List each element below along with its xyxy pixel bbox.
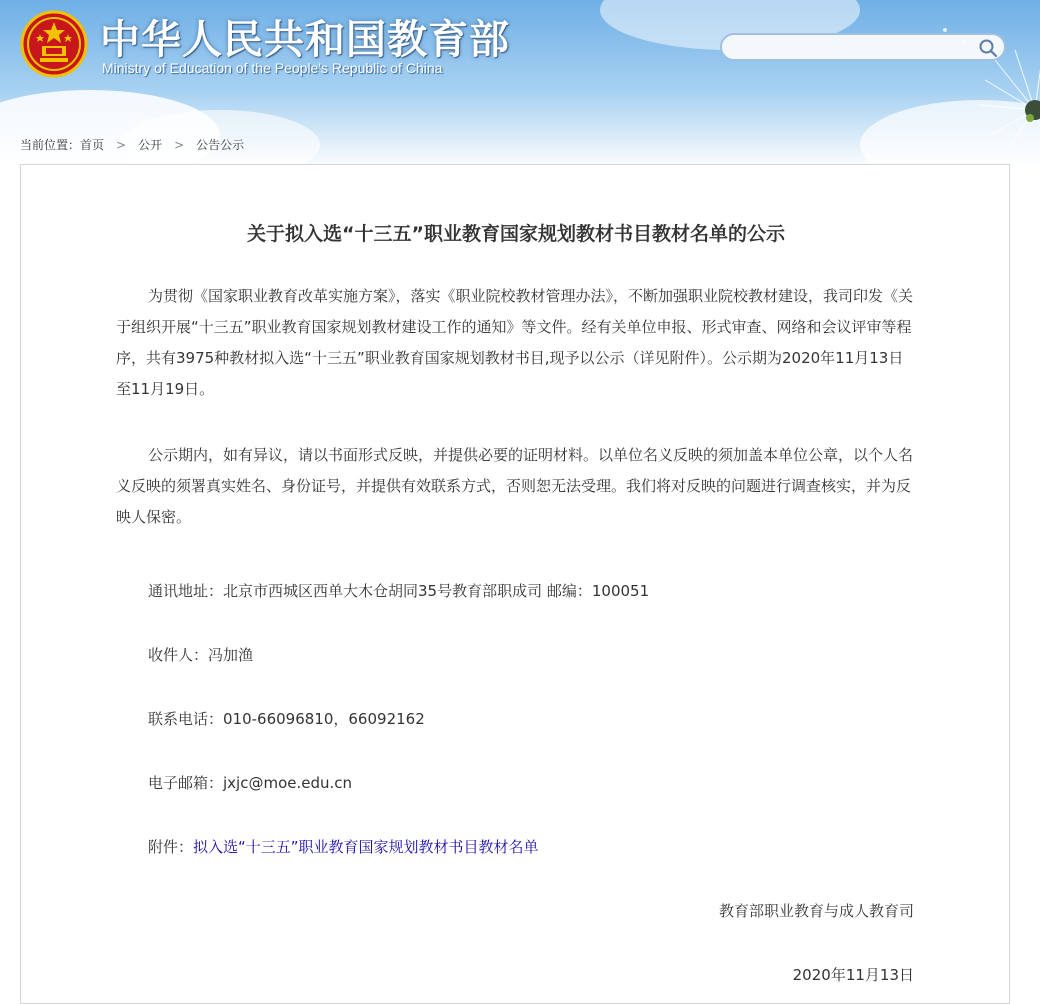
- attachment-label: 附件：: [148, 838, 194, 856]
- breadcrumb-separator: >: [116, 138, 127, 152]
- breadcrumb-announcements-link[interactable]: 公告公示: [196, 138, 245, 152]
- attachment-row: [148, 836, 539, 857]
- contact-address: 通讯地址：北京市西城区西单大木仓胡同35号教育部职成司 邮编：100051: [148, 582, 650, 600]
- site-title: 中华人民共和国教育部: [100, 17, 510, 63]
- site-subtitle: Ministry of Education of the People's Republic of China: [102, 60, 443, 76]
- contact-phone: 联系电话：010-66096810，66092162: [148, 710, 425, 728]
- publish-date: 2020年11月13日: [792, 966, 914, 984]
- article-container: [20, 164, 1010, 1004]
- national-emblem-icon[interactable]: [20, 10, 88, 78]
- breadcrumb: [20, 136, 244, 153]
- contact-recipient: 收件人：冯加渔: [148, 646, 254, 664]
- signature: 教育部职业教育与成人教育司: [718, 902, 914, 920]
- breadcrumb-home-link[interactable]: 首页: [80, 138, 105, 152]
- breadcrumb-prefix: 当前位置：: [20, 138, 81, 152]
- contact-email: 电子邮箱：jxjc@moe.edu.cn: [148, 774, 353, 792]
- breadcrumb-separator: >: [174, 138, 185, 152]
- dandelion-decoration-icon: [925, 20, 1040, 150]
- breadcrumb-public-link[interactable]: 公开: [138, 138, 163, 152]
- article-paragraph: 公示期内，如有异议，请以书面形式反映，并提供必要的证明材料。以单位名义反映的须加盖本单位公章，以个人名义反映的须署真实姓名、身份证号，并提供有效联系方式，否则恕无法受理。我们将对反映的问题进行调查核实，并为反映人保密。: [116, 446, 914, 526]
- attachment-link[interactable]: 拟入选“十三五”职业教育国家规划教材书目教材名单: [193, 838, 539, 856]
- article-title: 关于拟入选“十三五”职业教育国家规划教材书目教材名单的公示: [247, 223, 785, 245]
- article-paragraph: 为贯彻《国家职业教育改革实施方案》，落实《职业院校教材管理办法》，不断加强职业院校教材建设，我司印发《关于组织开展“十三五”职业教育国家规划教材建设工作的通知》等文件。经有关单位申报、形式审查、网络和会议评审等程序，共有3975种教材拟入选“十三五”职业教育国家规划教材书目,现予以公示（详见附件）。公示期为2020年11月13日至11月19日。: [116, 287, 914, 398]
